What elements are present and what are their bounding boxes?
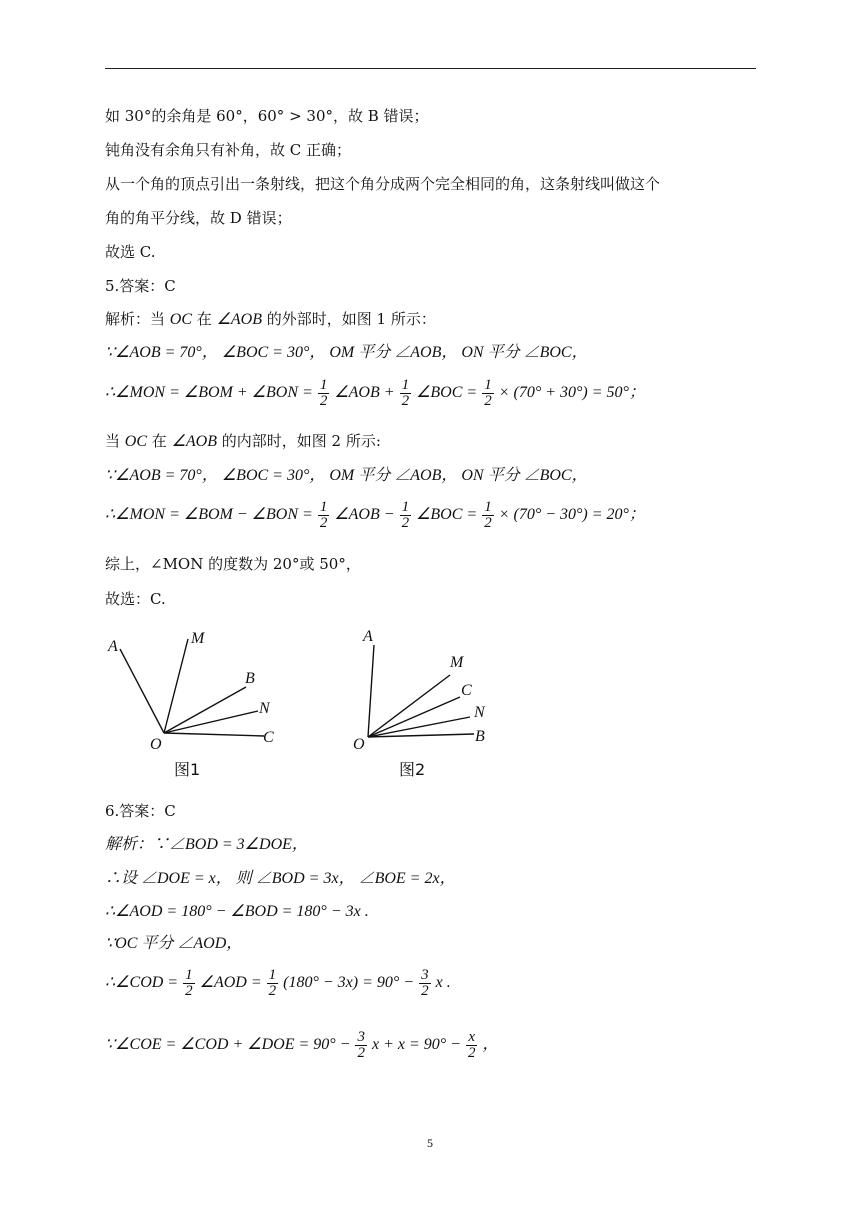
figure-1-caption: 图1 (174, 760, 201, 779)
line-21: ∵∠COE = ∠COD + ∠DOE = 90° − $\frac{3}{2}$ x + x = 90° − $\frac{x}{2}$ ， (105, 1029, 499, 1061)
line-20: ∴∠COD = $\frac{1}{2}$ ∠AOD = $\frac{1}{2}$ (180° − 3x) = 90° − $\frac{3}{2}$ x . (105, 967, 451, 999)
line-8: ∵∠AOB = 70°， ∠BOC = 30°， OM 平分 ∠AOB， ON 平分 ∠BOC， (105, 344, 588, 361)
fig1-ray-on (164, 711, 258, 733)
fig2-label-a: A (363, 628, 373, 645)
answer-6-heading: 6.答案：C (105, 802, 176, 820)
fig2-label-c: C (461, 682, 472, 699)
page-number: 5 (427, 1136, 433, 1150)
line-17: ∴设 ∠DOE = x， 则 ∠BOD = 3x， ∠BOE = 2x， (105, 870, 456, 887)
header-rule (105, 68, 756, 69)
fig2-label-m: M (450, 654, 464, 671)
line-5: 故选 C. (105, 243, 156, 261)
answer-5-heading: 5.答案：C (105, 277, 176, 295)
line-18: ∴∠AOD = 180° − ∠BOD = 180° − 3x . (105, 903, 369, 920)
fig2-label-b: B (475, 728, 485, 745)
fig1-ray-om (164, 639, 188, 733)
fig2-label-n: N (474, 704, 485, 721)
figures (100, 625, 520, 789)
fig1-ray-oc (164, 733, 264, 736)
fig1-label-b: B (245, 670, 255, 687)
line-19: ∵OC 平分 ∠AOD， (105, 935, 243, 952)
fig1-label-c: C (263, 729, 274, 746)
line-2: 钝角没有余角只有补角，故 C 正确； (105, 141, 352, 159)
fig1-label-m: M (191, 630, 205, 647)
line-1: 如 30°的余角是 60°，60° > 30°，故 B 错误； (105, 107, 429, 125)
line-7: 解析：当 OC 在 ∠AOB 的外部时，如图 1 所示： (105, 310, 436, 328)
figure-2-caption: 图2 (399, 760, 426, 779)
fig1-label-n: N (259, 700, 270, 717)
fig2-ray-oa (368, 645, 374, 737)
line-9: ∴∠MON = ∠BOM + ∠BON = $\frac{1}{2}$ ∠AOB + $\frac{1}{2}$ ∠BOC = $\frac{1}{2}$ × (70° + 30°) = 50°； (105, 377, 645, 409)
line-16: 解析：∵∠BOD = 3∠DOE， (105, 836, 308, 853)
line-4: 角的角平分线，故 D 错误； (105, 209, 292, 227)
fig1-ray-ob (164, 687, 246, 733)
line-3: 从一个角的顶点引出一条射线，把这个角分成两个完全相同的角，这条射线叫做这个 (105, 175, 661, 193)
fig1-label-o: O (150, 736, 162, 753)
line-14: 故选：C. (105, 590, 166, 608)
fig1-label-a: A (108, 638, 118, 655)
fig1-ray-oa (120, 649, 164, 733)
line-10: 当 OC 在 ∠AOB 的内部时，如图 2 所示: (105, 432, 381, 450)
line-11: ∵∠AOB = 70°， ∠BOC = 30°， OM 平分 ∠AOB， ON 平分 ∠BOC， (105, 467, 588, 484)
line-12: ∴∠MON = ∠BOM − ∠BON = $\frac{1}{2}$ ∠AOB − $\frac{1}{2}$ ∠BOC = $\frac{1}{2}$ × (70° − 30°) = 20°； (105, 499, 645, 531)
fig2-label-o: O (353, 736, 365, 753)
line-13: 综上，∠MON 的度数为 20°或 50°， (105, 555, 361, 573)
angle-figures (100, 625, 520, 785)
